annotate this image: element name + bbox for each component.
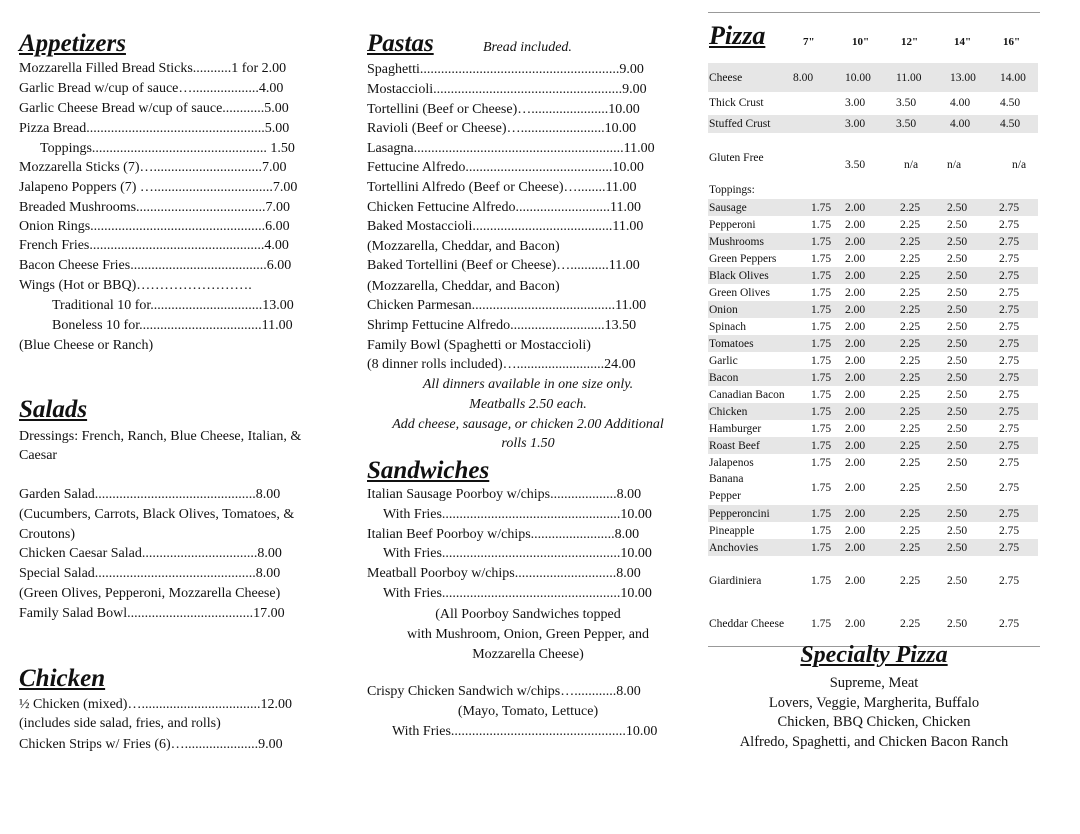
topping-price: 1.75 — [811, 525, 832, 537]
topping-price: 1.75 — [811, 618, 832, 630]
topping-price: 2.25 — [900, 542, 921, 554]
topping-price: 2.25 — [900, 355, 921, 367]
pizza-topping-row — [708, 335, 1038, 352]
topping-price: 2.50 — [947, 440, 968, 452]
topping-price: 2.25 — [900, 372, 921, 384]
topping-price: 2.25 — [900, 253, 921, 265]
topping-price: 2.50 — [947, 372, 968, 384]
menu-item: With Fries...................................................10.00 — [383, 507, 652, 522]
topping-price: 2.00 — [845, 525, 866, 537]
topping-price: 2.50 — [947, 321, 968, 333]
menu-item: Toppings.................................................. 1.50 — [40, 141, 295, 156]
topping-price: 2.00 — [845, 202, 866, 214]
pizza-price: 14.00 — [1000, 72, 1026, 84]
topping-price: 2.50 — [947, 219, 968, 231]
topping-price: 2.25 — [900, 482, 921, 494]
pasta-note: Add cheese, sausage, or chicken 2.00 Additional — [392, 417, 664, 432]
pizza-item-name: Cheese — [709, 72, 743, 84]
menu-item: Chicken Parmesan.........................................11.00 — [367, 298, 647, 313]
topping-price: 2.25 — [900, 618, 921, 630]
topping-price: 2.00 — [845, 372, 866, 384]
topping-price: 1.75 — [811, 236, 832, 248]
menu-item: Italian Sausage Poorboy w/chips...................8.00 — [367, 487, 642, 502]
topping-price: 2.50 — [947, 508, 968, 520]
pizza-topping-row — [708, 318, 1038, 335]
topping-price: 2.00 — [845, 389, 866, 401]
topping-price: 2.00 — [845, 321, 866, 333]
topping-price: 2.00 — [845, 406, 866, 418]
menu-item: With Fries...................................................10.00 — [383, 546, 652, 561]
topping-name: Spinach — [709, 321, 747, 333]
menu-item: Onion Rings..................................................6.00 — [19, 219, 290, 234]
topping-price: 2.00 — [845, 287, 866, 299]
topping-price: 2.50 — [947, 482, 968, 494]
topping-price: 2.50 — [947, 253, 968, 265]
menu-item: Shrimp Fettucine Alfredo...........................13.50 — [367, 318, 637, 333]
topping-price: 1.75 — [811, 219, 832, 231]
topping-price: 2.75 — [999, 423, 1020, 435]
topping-name: Cheddar Cheese — [709, 618, 785, 630]
specialty-line: Chicken, BBQ Chicken, Chicken — [777, 714, 971, 730]
pizza-topping-row — [708, 471, 1038, 505]
specialty-line: Lovers, Veggie, Margherita, Buffalo — [768, 695, 980, 711]
topping-price: 1.75 — [811, 457, 832, 469]
menu-item: Special Salad..............................................8.00 — [19, 566, 281, 581]
topping-name: Pepperoncini — [709, 508, 770, 520]
pizza-topping-row — [708, 369, 1038, 386]
menu-item: Boneless 10 for...................................11.00 — [52, 318, 293, 333]
menu-item: Ravioli (Beef or Cheese)…........................10.00 — [367, 121, 637, 136]
topping-price: 2.75 — [999, 253, 1020, 265]
topping-price: 2.50 — [947, 338, 968, 350]
topping-price: 1.75 — [811, 423, 832, 435]
topping-name: Pepperoni — [709, 219, 756, 231]
topping-price: 2.00 — [845, 575, 866, 587]
topping-name: Pepper — [709, 490, 741, 502]
pizza-price: n/a — [904, 159, 919, 171]
specialty-heading: Specialty Pizza — [800, 642, 948, 668]
topping-price: 1.75 — [811, 287, 832, 299]
specialty-line: Supreme, Meat — [829, 675, 919, 691]
topping-price: 1.75 — [811, 338, 832, 350]
topping-name: Green Peppers — [709, 253, 777, 265]
topping-name: Tomatoes — [709, 338, 754, 350]
menu-item: Tortellini Alfredo (Beef or Cheese)…........11.00 — [367, 180, 637, 195]
appetizers-heading: Appetizers — [19, 30, 126, 57]
topping-price: 2.75 — [999, 202, 1020, 214]
pizza-size-label: 16" — [1003, 36, 1021, 48]
pizza-price: 3.00 — [845, 118, 866, 130]
menu-item: Garden Salad..............................................8.00 — [19, 487, 281, 502]
menu-item: Garlic Bread w/cup of sauce…...................4.00 — [19, 81, 284, 96]
menu-item: Crispy Chicken Sandwich w/chips…............8.00 — [367, 684, 641, 699]
toppings-label: Toppings: — [709, 184, 755, 196]
pasta-note: All dinners available in one size only. — [422, 377, 634, 392]
pizza-topping-row — [708, 216, 1038, 233]
topping-price: 2.25 — [900, 423, 921, 435]
topping-price: 2.50 — [947, 575, 968, 587]
pizza-item-name: Thick Crust — [709, 97, 764, 109]
pizza-price: 11.00 — [896, 72, 922, 84]
topping-price: 2.00 — [845, 236, 866, 248]
menu-item: (Mozzarella, Cheddar, and Bacon) — [367, 239, 560, 254]
menu-item: (8 dinner rolls included)….........................24.00 — [367, 357, 636, 372]
menu-item: (Blue Cheese or Ranch) — [19, 338, 154, 353]
salad-dressings-cont: Caesar — [19, 448, 58, 463]
pizza-price: 4.50 — [1000, 118, 1021, 130]
menu-item: Chicken Strips w/ Fries (6)….....................9.00 — [19, 737, 283, 752]
topping-price: 2.25 — [900, 321, 921, 333]
topping-price: 1.75 — [811, 440, 832, 452]
menu-item: ½ Chicken (mixed)…..................................12.00 — [19, 697, 292, 712]
topping-price: 2.50 — [947, 236, 968, 248]
topping-price: 2.75 — [999, 236, 1020, 248]
menu-item: Family Bowl (Spaghetti or Mostaccioli) — [367, 338, 591, 353]
topping-price: 2.00 — [845, 508, 866, 520]
menu-item: Italian Beef Poorboy w/chips........................8.00 — [367, 527, 640, 542]
top-rule — [708, 12, 1040, 13]
pizza-size-label: 10" — [852, 36, 870, 48]
pizza-size-label: 7" — [803, 36, 815, 48]
pizza-item-name: Gluten Free — [709, 152, 764, 164]
topping-price: 2.75 — [999, 304, 1020, 316]
menu-item: Garlic Cheese Bread w/cup of sauce............5.00 — [19, 101, 289, 116]
topping-price: 2.50 — [947, 270, 968, 282]
menu-item: (includes side salad, fries, and rolls) — [19, 716, 221, 731]
pizza-price: n/a — [1012, 159, 1027, 171]
topping-price: 2.00 — [845, 219, 866, 231]
pizza-price: 8.00 — [793, 72, 814, 84]
topping-price: 1.75 — [811, 202, 832, 214]
topping-price: 2.75 — [999, 618, 1020, 630]
topping-price: 2.25 — [900, 202, 921, 214]
topping-price: 2.00 — [845, 542, 866, 554]
pizza-topping-row — [708, 403, 1038, 420]
topping-price: 2.25 — [900, 304, 921, 316]
topping-price: 2.50 — [947, 618, 968, 630]
topping-price: 2.25 — [900, 406, 921, 418]
pizza-price: 4.00 — [950, 118, 971, 130]
topping-name: Garlic — [709, 355, 738, 367]
topping-name: Jalapenos — [709, 457, 754, 469]
topping-price: 1.75 — [811, 406, 832, 418]
topping-price: 2.25 — [900, 219, 921, 231]
pizza-topping-row — [708, 352, 1038, 369]
topping-price: 2.50 — [947, 287, 968, 299]
menu-item: Chicken Fettucine Alfredo...........................11.00 — [367, 200, 641, 215]
topping-price: 1.75 — [811, 372, 832, 384]
topping-price: 2.50 — [947, 406, 968, 418]
menu-item: Meatball Poorboy w/chips.............................8.00 — [367, 566, 641, 581]
menu-item: Chicken Caesar Salad.................................8.00 — [19, 546, 282, 561]
pizza-size-label: 12" — [901, 36, 919, 48]
menu-item: Lasagna............................................................11.00 — [367, 141, 655, 156]
topping-price: 1.75 — [811, 270, 832, 282]
topping-price: 2.50 — [947, 457, 968, 469]
topping-price: 2.25 — [900, 389, 921, 401]
pizza-price: n/a — [947, 159, 962, 171]
topping-price: 2.75 — [999, 457, 1020, 469]
topping-name: Banana — [709, 473, 744, 485]
chicken-heading: Chicken — [19, 665, 106, 692]
topping-price: 2.75 — [999, 440, 1020, 452]
topping-price: 2.25 — [900, 457, 921, 469]
topping-price: 2.25 — [900, 338, 921, 350]
topping-price: 2.75 — [999, 321, 1020, 333]
pastas-subtitle: Bread included. — [483, 40, 572, 55]
menu-item: Baked Mostaccioli........................................11.00 — [367, 219, 644, 234]
pizza-topping-row — [708, 522, 1038, 539]
menu-item: (Cucumbers, Carrots, Black Olives, Tomatoes, & — [19, 507, 295, 522]
menu-item: Bacon Cheese Fries.......................................6.00 — [19, 258, 292, 273]
pizza-price: 10.00 — [845, 72, 871, 84]
pizza-price: 3.50 — [845, 159, 866, 171]
menu-item: Wings (Hot or BBQ)……………………. — [19, 278, 252, 293]
topping-price: 2.00 — [845, 423, 866, 435]
topping-price: 2.75 — [999, 287, 1020, 299]
pizza-item-name: Stuffed Crust — [709, 118, 771, 130]
topping-price: 1.75 — [811, 542, 832, 554]
pasta-note: rolls 1.50 — [501, 436, 555, 451]
topping-price: 2.25 — [900, 236, 921, 248]
menu-item: Traditional 10 for................................13.00 — [52, 298, 294, 313]
topping-price: 1.75 — [811, 355, 832, 367]
topping-price: 2.75 — [999, 525, 1020, 537]
menu-item: Mostaccioli......................................................9.00 — [367, 82, 647, 97]
topping-name: Chicken — [709, 406, 748, 418]
topping-price: 2.50 — [947, 542, 968, 554]
pizza-size-label: 14" — [954, 36, 972, 48]
topping-price: 2.75 — [999, 482, 1020, 494]
topping-price: 2.75 — [999, 355, 1020, 367]
menu-item: With Fries...................................................10.00 — [383, 586, 652, 601]
menu-item: Mozzarella Sticks (7)…...............................7.00 — [19, 160, 287, 175]
pizza-price: 3.50 — [896, 118, 917, 130]
topping-price: 2.50 — [947, 202, 968, 214]
topping-name: Green Olives — [709, 287, 770, 299]
menu-item: Jalapeno Poppers (7) …..................................7.00 — [19, 180, 298, 195]
menu-item: (Mayo, Tomato, Lettuce) — [457, 704, 599, 719]
pizza-row — [708, 63, 1038, 92]
topping-price: 2.25 — [900, 575, 921, 587]
topping-price: 1.75 — [811, 304, 832, 316]
menu-item: Croutons) — [19, 527, 75, 542]
topping-price: 2.75 — [999, 372, 1020, 384]
topping-price: 2.50 — [947, 423, 968, 435]
topping-name: Hamburger — [709, 423, 762, 435]
topping-price: 1.75 — [811, 321, 832, 333]
topping-price: 2.75 — [999, 542, 1020, 554]
salad-dressings: Dressings: French, Ranch, Blue Cheese, Italian, & — [19, 429, 302, 444]
topping-name: Bacon — [709, 372, 739, 384]
topping-price: 2.00 — [845, 304, 866, 316]
poorboy-note-line: (All Poorboy Sandwiches topped — [435, 607, 621, 622]
topping-name: Sausage — [709, 202, 747, 214]
topping-name: Black Olives — [709, 270, 769, 282]
topping-price: 2.00 — [845, 355, 866, 367]
pizza-price: 4.50 — [1000, 97, 1021, 109]
topping-price: 2.25 — [900, 525, 921, 537]
topping-price: 2.50 — [947, 355, 968, 367]
topping-price: 2.00 — [845, 457, 866, 469]
pizza-heading: Pizza — [709, 21, 766, 50]
sandwiches-heading: Sandwiches — [367, 457, 490, 484]
salads-heading: Salads — [19, 396, 88, 423]
menu-item: Breaded Mushrooms.....................................7.00 — [19, 200, 291, 215]
poorboy-note-line: with Mushroom, Onion, Green Pepper, and — [406, 627, 650, 642]
menu-item: French Fries..................................................4.00 — [19, 238, 289, 253]
topping-name: Roast Beef — [709, 440, 760, 452]
menu-item: (Mozzarella, Cheddar, and Bacon) — [367, 279, 560, 294]
menu-item: With Fries..................................................10.00 — [392, 724, 658, 739]
topping-price: 2.00 — [845, 253, 866, 265]
topping-price: 2.75 — [999, 389, 1020, 401]
topping-price: 2.50 — [947, 304, 968, 316]
pizza-topping-row — [708, 199, 1038, 216]
topping-price: 2.75 — [999, 270, 1020, 282]
pizza-topping-row — [708, 301, 1038, 318]
topping-price: 1.75 — [811, 508, 832, 520]
pizza-topping-row — [708, 454, 1038, 471]
poorboy-note-line: Mozzarella Cheese) — [472, 647, 584, 662]
topping-name: Pineapple — [709, 525, 755, 537]
specialty-line: Alfredo, Spaghetti, and Chicken Bacon Ranch — [739, 734, 1009, 750]
topping-price: 1.75 — [811, 575, 832, 587]
topping-price: 2.75 — [999, 508, 1020, 520]
topping-price: 2.25 — [900, 270, 921, 282]
topping-price: 1.75 — [811, 253, 832, 265]
menu-item: (Green Olives, Pepperoni, Mozzarella Cheese) — [19, 586, 281, 601]
menu-item: Family Salad Bowl....................................17.00 — [19, 606, 285, 621]
pizza-price: 13.00 — [950, 72, 976, 84]
topping-name: Mushrooms — [709, 236, 764, 248]
topping-price: 1.75 — [811, 482, 832, 494]
menu-item: Pizza Bread...................................................5.00 — [19, 121, 290, 136]
pizza-price: 4.00 — [950, 97, 971, 109]
menu-item: Spaghetti.........................................................9.00 — [367, 62, 644, 77]
topping-price: 2.75 — [999, 406, 1020, 418]
topping-price: 2.25 — [900, 508, 921, 520]
topping-price: 2.00 — [845, 338, 866, 350]
topping-price: 1.75 — [811, 389, 832, 401]
topping-name: Onion — [709, 304, 738, 316]
menu-item: Tortellini (Beef or Cheese)…......................10.00 — [367, 102, 640, 117]
topping-price: 2.75 — [999, 338, 1020, 350]
topping-name: Anchovies — [709, 542, 759, 554]
topping-price: 2.75 — [999, 575, 1020, 587]
topping-price: 2.00 — [845, 440, 866, 452]
pastas-heading: Pastas — [367, 30, 434, 57]
topping-price: 2.25 — [900, 287, 921, 299]
menu-item: Baked Tortellini (Beef or Cheese)…...........11.00 — [367, 258, 640, 273]
topping-price: 2.50 — [947, 389, 968, 401]
topping-price: 2.00 — [845, 482, 866, 494]
pizza-price: 3.50 — [896, 97, 917, 109]
topping-name: Canadian Bacon — [709, 389, 785, 401]
topping-price: 2.25 — [900, 440, 921, 452]
topping-price: 2.00 — [845, 270, 866, 282]
menu-item: Mozzarella Filled Bread Sticks...........1 for 2.00 — [19, 61, 287, 76]
topping-price: 2.00 — [845, 618, 866, 630]
topping-price: 2.75 — [999, 219, 1020, 231]
pasta-note: Meatballs 2.50 each. — [469, 397, 587, 412]
pizza-price: 3.00 — [845, 97, 866, 109]
menu-item: Fettucine Alfredo..........................................10.00 — [367, 160, 644, 175]
topping-price: 2.50 — [947, 525, 968, 537]
topping-name: Giardiniera — [709, 575, 762, 587]
